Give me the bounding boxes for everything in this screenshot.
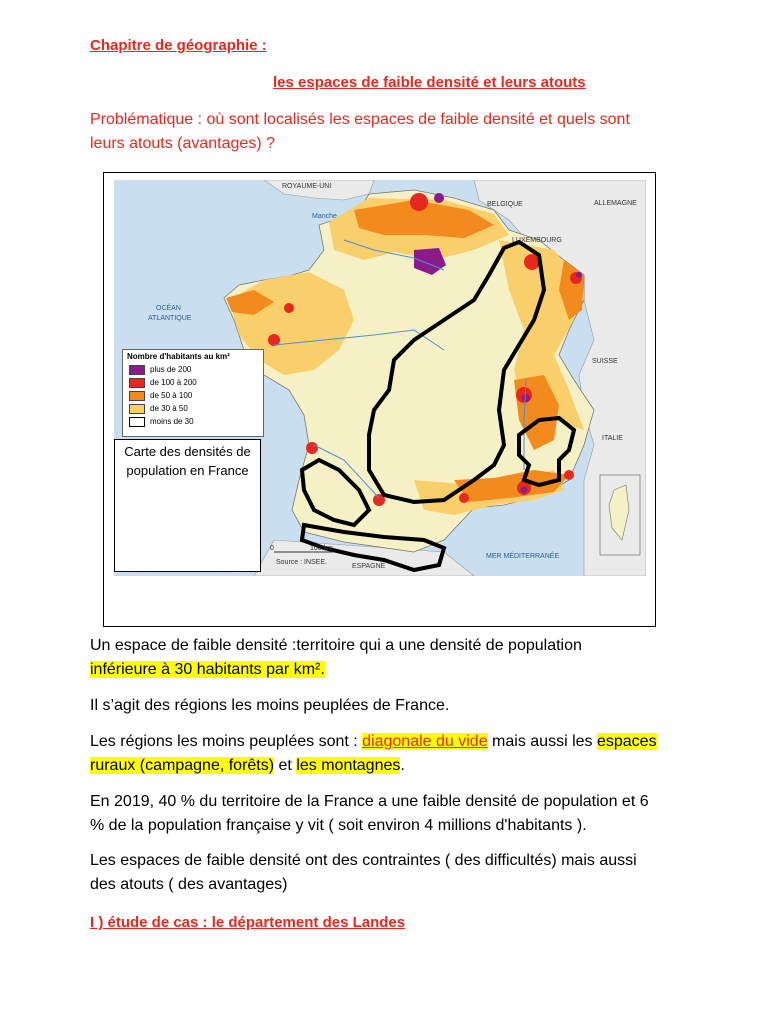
legend-swatch bbox=[129, 365, 145, 375]
least-populated-end: . bbox=[400, 757, 405, 774]
legend-label: de 30 à 50 bbox=[150, 404, 188, 413]
label-ocean: OCÉAN bbox=[156, 305, 181, 312]
paragraph-regions: Il s’agit des régions les moins peuplées de France. bbox=[90, 697, 450, 714]
purple-strasbourg bbox=[576, 272, 582, 278]
chapter-title: Chapitre de géographie : bbox=[90, 37, 267, 54]
legend-label: de 100 à 200 bbox=[150, 378, 197, 387]
diagonale-du-vide-highlight: diagonale du vide bbox=[362, 733, 488, 750]
least-populated-mid: mais aussi les bbox=[487, 733, 597, 750]
red-montpellier bbox=[459, 493, 469, 503]
red-bordeaux bbox=[306, 442, 318, 454]
purple-lyon bbox=[522, 394, 530, 402]
problematique bbox=[90, 108, 630, 156]
density-map-figure bbox=[103, 172, 656, 627]
legend-swatch bbox=[129, 404, 145, 414]
label-espagne: ESPAGNE bbox=[352, 563, 386, 570]
legend-item bbox=[129, 415, 263, 428]
label-suisse: SUISSE bbox=[592, 358, 618, 365]
label-belgique: BELGIQUE bbox=[487, 201, 523, 208]
map-legend bbox=[122, 349, 264, 437]
purple-marseille bbox=[521, 487, 528, 494]
map-caption: Carte des densités de population en France bbox=[114, 439, 261, 489]
source-label: Source : INSEE. bbox=[276, 559, 327, 566]
legend-label: moins de 30 bbox=[150, 417, 194, 426]
caption-blank-area bbox=[114, 485, 261, 572]
lesson-title: les espaces de faible densité et leurs atouts bbox=[273, 74, 586, 91]
ruraux-highlight: ruraux (campagne, forêts) bbox=[90, 757, 275, 774]
legend-swatch bbox=[129, 417, 145, 427]
problematique-line-1: Problématique : où sont localisés les espaces de faible densité et quels sont bbox=[90, 111, 630, 128]
scale-label: 100 km bbox=[310, 545, 333, 552]
scale-zero: 0 bbox=[270, 545, 274, 552]
statistics-line-1: En 2019, 40 % du territoire de la France a une faible densité de population et 6 bbox=[90, 793, 649, 810]
legend-label: plus de 200 bbox=[150, 365, 192, 374]
least-populated-intro: Les régions les moins peuplées sont : bbox=[90, 733, 363, 750]
legend-item bbox=[129, 376, 263, 389]
paragraph-least-populated bbox=[90, 730, 670, 778]
legend-title: Nombre d'habitants au km² bbox=[127, 352, 230, 361]
purple-lille bbox=[434, 193, 444, 203]
label-italie: ITALIE bbox=[602, 435, 623, 442]
statistics-line-2: % de la population française y vit ( soit environ 4 millions d'habitants ). bbox=[90, 817, 587, 834]
paragraph-definition bbox=[90, 634, 670, 682]
least-populated-and: et bbox=[274, 757, 297, 774]
legend-label: de 50 à 100 bbox=[150, 391, 193, 400]
paragraph-statistics bbox=[90, 790, 670, 838]
section-heading: I ) étude de cas : le département des Landes bbox=[90, 914, 406, 931]
red-nice bbox=[564, 470, 574, 480]
label-allemagne: ALLEMAGNE bbox=[594, 200, 637, 207]
constraints-line-1: Les espaces de faible densité ont des contraintes ( des difficultés) mais aussi bbox=[90, 852, 637, 869]
legend-item bbox=[129, 363, 263, 376]
definition-line-1: Un espace de faible densité :territoire qui a une densité de population bbox=[90, 637, 582, 654]
label-luxembourg: LUXEMBOURG bbox=[512, 237, 562, 244]
label-mer-mediterranee: MER MÉDITERRANÉE bbox=[486, 553, 560, 560]
definition-highlight: inférieure à 30 habitants par km². bbox=[90, 661, 325, 678]
problematique-line-2: leurs atouts (avantages) ? bbox=[90, 135, 275, 152]
legend-item bbox=[129, 402, 263, 415]
label-manche: Manche bbox=[312, 213, 337, 220]
red-nord bbox=[410, 193, 428, 211]
legend-swatch bbox=[129, 378, 145, 388]
legend-swatch bbox=[129, 391, 145, 401]
label-royaume-uni: ROYAUME-UNI bbox=[282, 183, 332, 190]
montagnes-highlight: les montagnes bbox=[296, 757, 401, 774]
constraints-line-2: des atouts ( des avantages) bbox=[90, 876, 288, 893]
espaces-highlight: espaces bbox=[596, 733, 657, 750]
paragraph-constraints bbox=[90, 849, 670, 897]
red-rennes bbox=[284, 303, 294, 313]
legend-item bbox=[129, 389, 263, 402]
label-atlantique: ATLANTIQUE bbox=[148, 315, 192, 322]
